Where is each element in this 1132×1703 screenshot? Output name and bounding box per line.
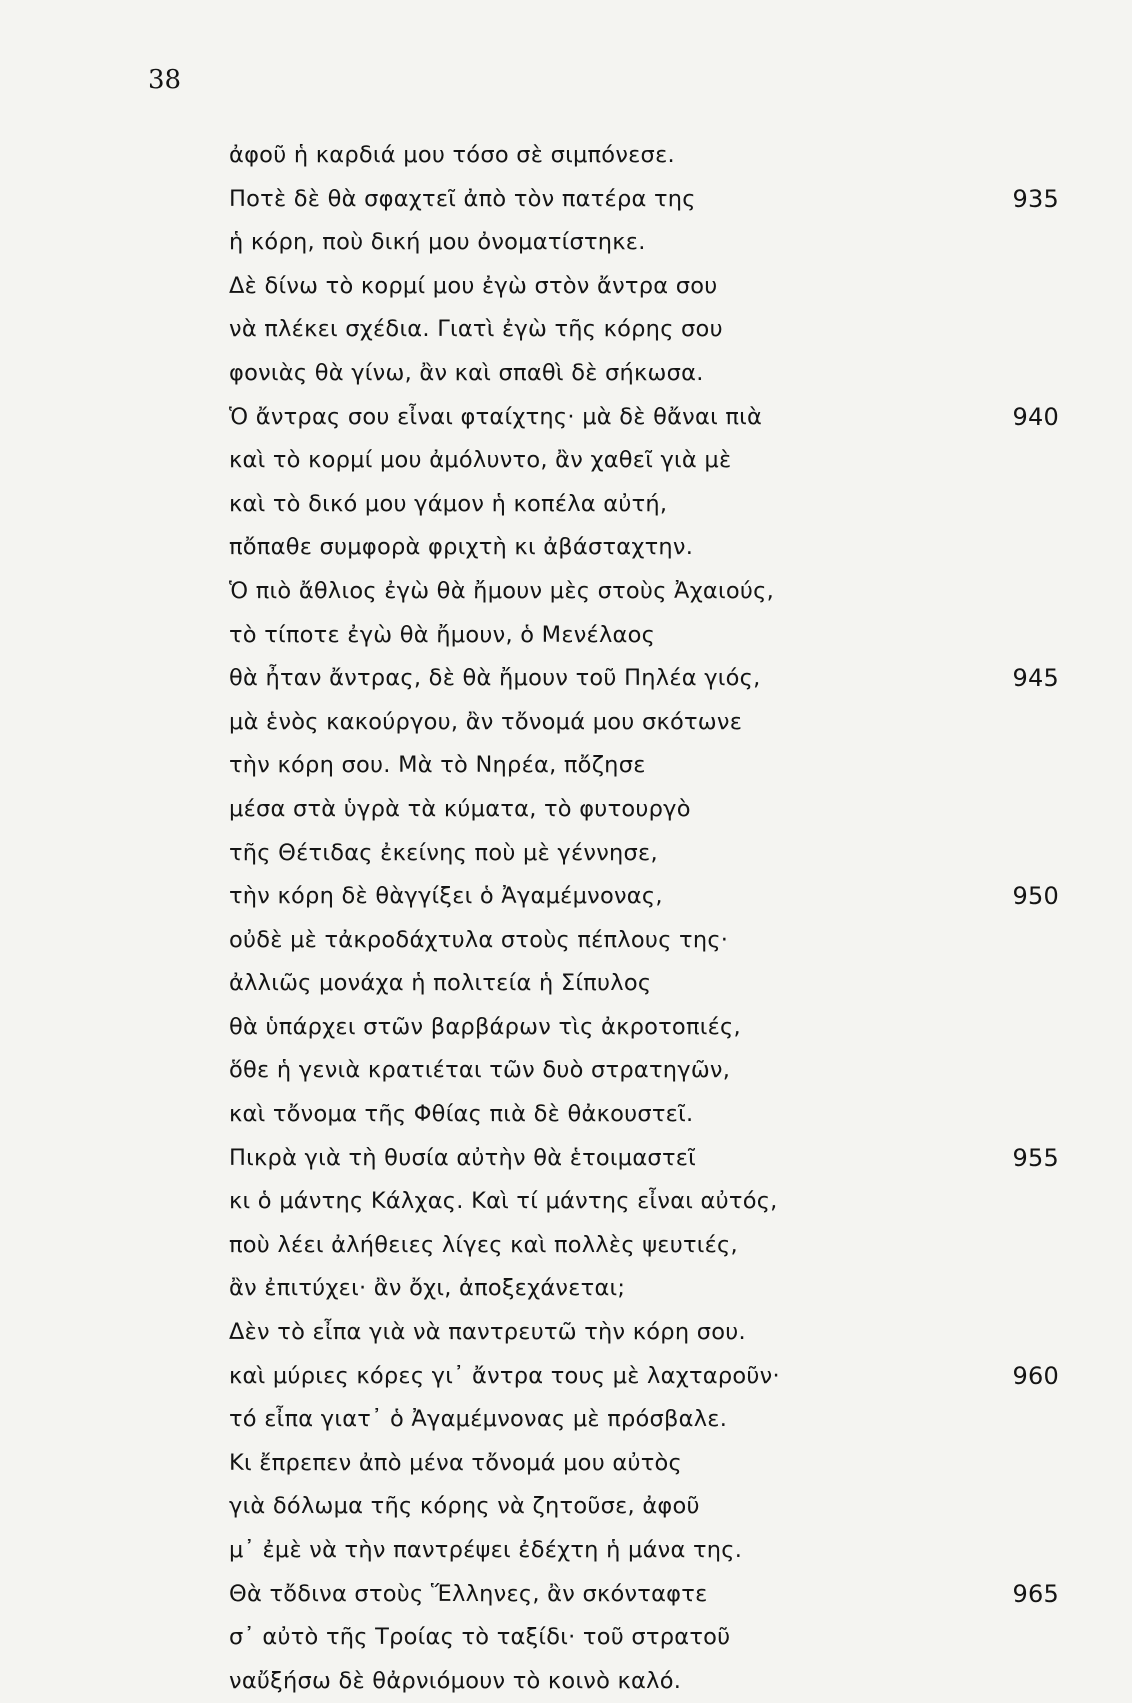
verse-line (229, 352, 1059, 396)
line-number: 950 (1012, 882, 1059, 911)
verse-text: ἀφοῦ ἡ καρδιά μου τόσο σὲ σιμπόνεσε. (229, 142, 675, 168)
verse-line (229, 1137, 1059, 1181)
verse-text: τὴν κόρη δὲ θὰγγίξει ὁ Ἀγαμέμνονας, (229, 883, 663, 910)
verse-text: κι ὁ μάντης Κάλχας. Καὶ τί μάντης εἶναι αὐτός, (229, 1188, 778, 1215)
verse-text: μὰ ἑνὸς κακούργου, ἂν τὄνομά μου σκότωνε (229, 708, 743, 735)
verse-text: Δὲ δίνω τὸ κορμί μου ἐγὼ στὸν ἄντρα σου (229, 272, 718, 299)
verse-line (229, 919, 1059, 963)
verse-line (229, 1093, 1059, 1137)
verse-line (229, 526, 1059, 570)
verse-line (229, 1616, 1059, 1660)
verse-line (229, 1573, 1059, 1617)
verse-line (229, 1006, 1059, 1050)
verse-text: καὶ τὸ κορμί μου ἀμόλυντο, ἂν χαθεῖ γιὰ μὲ (229, 447, 732, 474)
verse-text: μέσα στὰ ὑγρὰ τὰ κύματα, τὸ φυτουργὸ (229, 795, 691, 822)
verse-line (229, 657, 1059, 701)
verse-text: Ὁ ἄντρας σου εἶναι φταίχτης· μὰ δὲ θἄναι πιὰ (229, 403, 763, 430)
verse-line (229, 614, 1059, 658)
verse-line (229, 1529, 1059, 1573)
verse-text: καὶ τὸ δικό μου γάμον ἡ κοπέλα αὐτή, (229, 490, 668, 517)
verse-text: φονιὰς θὰ γίνω, ἂν καὶ σπαθὶ δὲ σήκωσα. (229, 359, 704, 386)
verse-text: τῆς Θέτιδας ἐκείνης ποὺ μὲ γέννησε, (229, 839, 658, 866)
verse-line (229, 701, 1059, 745)
verse-text: σ᾽ αὐτὸ τῆς Τροίας τὸ ταξίδι· τοῦ στρατοῦ (229, 1624, 731, 1651)
verse-line (229, 744, 1059, 788)
line-number: 955 (1012, 1143, 1059, 1172)
verse-line (229, 265, 1059, 309)
verse-text: πὄπαθε συμφορὰ φριχτὴ κι ἀβάσταχτην. (229, 534, 694, 561)
verse-text: ἀλλιῶς μονάχα ἡ πολιτεία ἡ Σίπυλος (229, 970, 652, 997)
verse-text: καὶ μύριες κόρες γι᾽ ἄντρα τους μὲ λαχταροῦν· (229, 1362, 780, 1389)
verse-line (229, 1267, 1059, 1311)
verse-line (229, 1224, 1059, 1268)
verse-line (229, 875, 1059, 919)
verse-line (229, 396, 1059, 440)
verse-line (229, 570, 1059, 614)
verse-text: τό εἶπα γιατ᾽ ὁ Ἀγαμέμνονας μὲ πρόσβαλε. (229, 1406, 728, 1433)
line-number: 935 (1012, 184, 1059, 213)
verse-line (229, 832, 1059, 876)
verse-line (229, 1660, 1059, 1703)
verse-text: οὐδὲ μὲ τἀκροδάχτυλα στοὺς πέπλους της· (229, 926, 729, 953)
verse-line (229, 1311, 1059, 1355)
verse-line (229, 1398, 1059, 1442)
verse-text: ἡ κόρη, ποὺ δική μου ὀνοματίστηκε. (229, 229, 646, 256)
line-number: 965 (1012, 1579, 1059, 1608)
verse-text: Πικρὰ γιὰ τὴ θυσία αὐτὴν θὰ ἑτοιμαστεῖ (229, 1144, 697, 1171)
verse-line (229, 221, 1059, 265)
line-number: 960 (1012, 1361, 1059, 1390)
verse-line (229, 483, 1059, 527)
verse-text: καὶ τὄνομα τῆς Φθίας πιὰ δὲ θἀκουστεῖ. (229, 1101, 694, 1128)
verse-text: θὰ ἦταν ἄντρας, δὲ θὰ ἤμουν τοῦ Πηλέα γιός, (229, 665, 761, 692)
verse-text: Θὰ τὄδινα στοὺς Ἕλληνες, ἂν σκόνταφτε (229, 1580, 708, 1607)
line-number: 940 (1012, 402, 1059, 431)
line-number: 945 (1012, 664, 1059, 693)
verse-text: ἂν ἐπιτύχει· ἂν ὄχι, ἀποξεχάνεται; (229, 1275, 626, 1302)
verse-text: Ὁ πιὸ ἄθλιος ἐγὼ θὰ ἤμουν μὲς στοὺς Ἀχαιούς, (229, 577, 775, 604)
verse-text: ναὔξήσω δὲ θἀρνιόμουν τὸ κοινὸ καλό. (229, 1667, 682, 1694)
verse-text: Κι ἔπρεπεν ἀπὸ μένα τὄνομά μου αὐτὸς (229, 1449, 682, 1476)
verse-line (229, 308, 1059, 352)
verse-line (229, 962, 1059, 1006)
verse-text: Δὲν τὸ εἶπα γιὰ νὰ παντρευτῶ τὴν κόρη σου. (229, 1319, 746, 1346)
verse-text: Ποτὲ δὲ θὰ σφαχτεῖ ἀπὸ τὸν πατέρα της (229, 185, 696, 212)
verse-text: τὸ τίποτε ἐγὼ θὰ ἤμουν, ὁ Μενέλαος (229, 621, 656, 648)
verse-line (229, 1355, 1059, 1399)
verse-text: μ᾽ ἐμὲ νὰ τὴν παντρέψει ἐδέχτη ἡ μάνα της. (229, 1537, 743, 1563)
verse-text: ὅθε ἡ γενιὰ κρατιέται τῶν δυὸ στρατηγῶν, (229, 1057, 731, 1084)
page-number: 38 (148, 65, 182, 95)
verse-text: γιὰ δόλωμα τῆς κόρης νὰ ζητοῦσε, ἀφοῦ (229, 1493, 700, 1520)
verse-line (229, 439, 1059, 483)
verse-text: ποὺ λέει ἀλήθειες λίγες καὶ πολλὲς ψευτιές, (229, 1231, 738, 1258)
poem-text (229, 134, 1059, 1703)
verse-line (229, 1485, 1059, 1529)
verse-text: θὰ ὑπάρχει στῶν βαρβάρων τὶς ἀκροτοπιές, (229, 1013, 741, 1040)
verse-line (229, 1442, 1059, 1486)
verse-text: νὰ πλέκει σχέδια. Γιατὶ ἐγὼ τῆς κόρης σου (229, 316, 723, 343)
verse-line (229, 178, 1059, 222)
verse-line (229, 788, 1059, 832)
verse-line (229, 1180, 1059, 1224)
verse-text: τὴν κόρη σου. Μὰ τὸ Νηρέα, πὄζησε (229, 752, 646, 779)
verse-line (229, 1049, 1059, 1093)
verse-line (229, 134, 1059, 178)
